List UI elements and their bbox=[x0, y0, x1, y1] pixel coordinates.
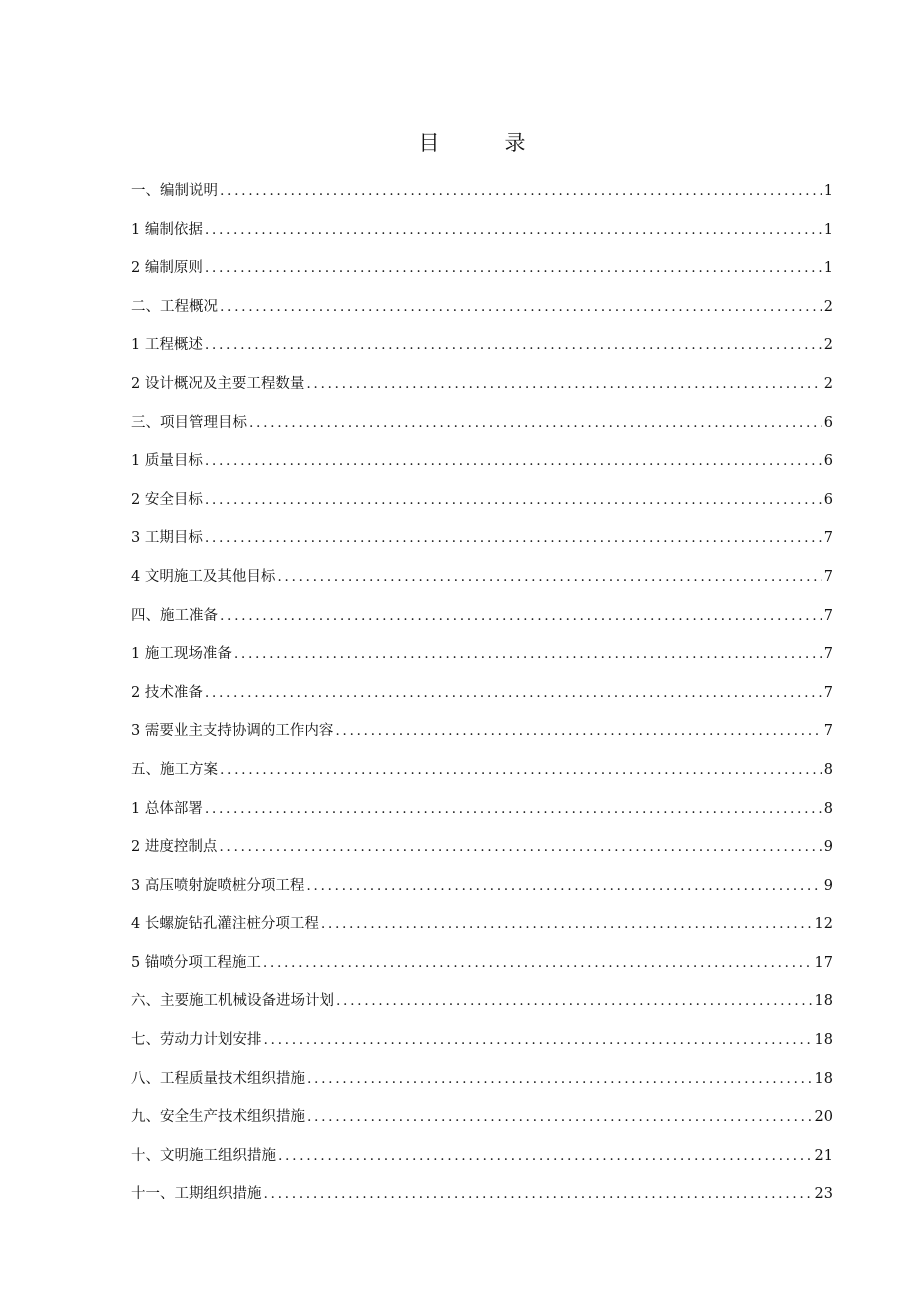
toc-dot-leader bbox=[264, 1025, 813, 1055]
toc-entry[interactable] bbox=[131, 215, 833, 254]
toc-dot-leader bbox=[205, 446, 822, 476]
toc-entry[interactable] bbox=[131, 562, 833, 601]
toc-entry[interactable] bbox=[131, 1179, 833, 1218]
toc-dot-leader bbox=[205, 523, 822, 553]
toc-entry-page-number: 7 bbox=[823, 684, 833, 701]
toc-entry[interactable] bbox=[131, 292, 833, 331]
toc-entry-page-number: 21 bbox=[814, 1147, 833, 1164]
toc-entry-label: 二、工程概况 bbox=[131, 298, 218, 315]
toc-dot-leader bbox=[336, 986, 813, 1016]
toc-entry-label: 2 安全目标 bbox=[131, 491, 203, 508]
toc-entry-label: 一、编制说明 bbox=[131, 183, 218, 199]
toc-entry-label: 2 编制原则 bbox=[131, 260, 203, 277]
toc-entry[interactable] bbox=[131, 716, 833, 755]
toc-entry-label: 十、文明施工组织措施 bbox=[131, 1147, 276, 1164]
toc-entry[interactable] bbox=[131, 639, 833, 678]
toc-dot-leader bbox=[205, 330, 822, 360]
toc-dot-leader bbox=[307, 1064, 813, 1094]
toc-dot-leader bbox=[220, 176, 822, 206]
toc-entry[interactable] bbox=[131, 794, 833, 833]
toc-entry-page-number: 7 bbox=[823, 723, 833, 740]
toc-entry-page-number: 1 bbox=[823, 221, 833, 238]
toc-dot-leader bbox=[220, 292, 822, 322]
toc-entry[interactable] bbox=[131, 1064, 833, 1103]
toc-entry-label: 2 进度控制点 bbox=[131, 839, 218, 856]
toc-entry-label: 1 总体部署 bbox=[131, 800, 203, 817]
toc-entry[interactable] bbox=[131, 176, 833, 215]
toc-dot-leader bbox=[205, 253, 822, 283]
toc-entry-label: 八、工程质量技术组织措施 bbox=[131, 1070, 305, 1087]
toc-entry-label: 六、主要施工机械设备进场计划 bbox=[131, 993, 334, 1010]
toc-entry-label: 五、施工方案 bbox=[131, 761, 218, 778]
toc-entry-label: 3 需要业主支持协调的工作内容 bbox=[131, 723, 334, 740]
toc-entry-page-number: 2 bbox=[823, 298, 833, 315]
toc-dot-leader bbox=[321, 909, 813, 939]
toc-dot-leader bbox=[219, 832, 821, 862]
toc-entry[interactable] bbox=[131, 1141, 833, 1180]
toc-entry-label: 2 设计概况及主要工程数量 bbox=[131, 375, 305, 392]
toc-entry-label: 3 工期目标 bbox=[131, 530, 203, 547]
toc-entry-page-number: 18 bbox=[814, 1070, 833, 1087]
toc-entry-page-number: 9 bbox=[823, 839, 833, 856]
toc-entry[interactable] bbox=[131, 1102, 833, 1141]
toc-entry-page-number: 18 bbox=[814, 993, 833, 1010]
toc-dot-leader bbox=[278, 1141, 813, 1171]
toc-entry[interactable] bbox=[131, 871, 833, 910]
toc-entry[interactable] bbox=[131, 369, 833, 408]
toc-entry-page-number: 6 bbox=[823, 453, 833, 470]
toc-entry-page-number: 6 bbox=[823, 491, 833, 508]
toc-dot-leader bbox=[220, 755, 822, 785]
toc-entry-page-number: 6 bbox=[823, 414, 833, 431]
toc-entry-page-number: 8 bbox=[823, 761, 833, 778]
toc-entry-label: 十一、工期组织措施 bbox=[131, 1186, 262, 1203]
toc-dot-leader bbox=[205, 485, 822, 515]
toc-entry-label: 九、安全生产技术组织措施 bbox=[131, 1109, 305, 1126]
toc-entry-label: 3 高压喷射旋喷桩分项工程 bbox=[131, 877, 305, 894]
toc-dot-leader bbox=[234, 639, 822, 669]
toc-entry-page-number: 1 bbox=[823, 260, 833, 277]
toc-entry-label: 三、项目管理目标 bbox=[131, 414, 247, 431]
toc-entry-label: 1 编制依据 bbox=[131, 221, 203, 238]
toc-entry-page-number: 7 bbox=[823, 568, 833, 585]
toc-entry-label: 四、施工准备 bbox=[131, 607, 218, 624]
toc-entry[interactable] bbox=[131, 485, 833, 524]
toc-entry-page-number: 20 bbox=[814, 1109, 833, 1126]
toc-dot-leader bbox=[220, 601, 822, 631]
toc-entry[interactable] bbox=[131, 986, 833, 1025]
toc-entry[interactable] bbox=[131, 408, 833, 447]
toc-dot-leader bbox=[205, 794, 822, 824]
toc-dot-leader bbox=[249, 408, 822, 438]
toc-dot-leader bbox=[263, 948, 813, 978]
toc-entry-page-number: 9 bbox=[823, 877, 833, 894]
toc-entry[interactable] bbox=[131, 948, 833, 987]
toc-entry[interactable] bbox=[131, 446, 833, 485]
toc-entry[interactable] bbox=[131, 832, 833, 871]
toc-entry-label: 4 长螺旋钻孔灌注桩分项工程 bbox=[131, 916, 319, 933]
toc-entry[interactable] bbox=[131, 909, 833, 948]
toc-entry-label: 1 质量目标 bbox=[131, 453, 203, 470]
toc-entry[interactable] bbox=[131, 253, 833, 292]
toc-entry-page-number: 17 bbox=[814, 954, 833, 971]
toc-entry-label: 2 技术准备 bbox=[131, 684, 203, 701]
toc-dot-leader bbox=[306, 871, 821, 901]
toc-dot-leader bbox=[205, 215, 822, 245]
toc-entry[interactable] bbox=[131, 601, 833, 640]
toc-entry-label: 4 文明施工及其他目标 bbox=[131, 568, 276, 585]
toc-entry[interactable] bbox=[131, 755, 833, 794]
toc-entry-page-number: 23 bbox=[814, 1186, 833, 1203]
toc-entry[interactable] bbox=[131, 678, 833, 717]
toc-entry-page-number: 1 bbox=[823, 183, 833, 199]
toc-list bbox=[131, 176, 833, 1218]
toc-dot-leader bbox=[306, 369, 821, 399]
toc-entry[interactable] bbox=[131, 1025, 833, 1064]
toc-dot-leader bbox=[335, 716, 821, 746]
toc-entry-page-number: 7 bbox=[823, 607, 833, 624]
toc-entry[interactable] bbox=[131, 523, 833, 562]
toc-entry-page-number: 2 bbox=[823, 337, 833, 354]
toc-dot-leader bbox=[205, 678, 822, 708]
toc-entry-page-number: 12 bbox=[814, 916, 833, 933]
toc-entry-label: 1 施工现场准备 bbox=[131, 646, 232, 663]
toc-entry-page-number: 2 bbox=[823, 375, 833, 392]
toc-entry-label: 七、劳动力计划安排 bbox=[131, 1032, 262, 1049]
toc-title: 目 录 bbox=[418, 131, 548, 155]
toc-entry-label: 5 锚喷分项工程施工 bbox=[131, 954, 261, 971]
toc-entry[interactable] bbox=[131, 330, 833, 369]
toc-entry-page-number: 18 bbox=[814, 1032, 833, 1049]
toc-dot-leader bbox=[264, 1179, 813, 1209]
toc-dot-leader bbox=[277, 562, 821, 592]
toc-entry-label: 1 工程概述 bbox=[131, 337, 203, 354]
toc-entry-page-number: 7 bbox=[823, 646, 833, 663]
toc-entry-page-number: 7 bbox=[823, 530, 833, 547]
toc-dot-leader bbox=[307, 1102, 813, 1132]
toc-entry-page-number: 8 bbox=[823, 800, 833, 817]
